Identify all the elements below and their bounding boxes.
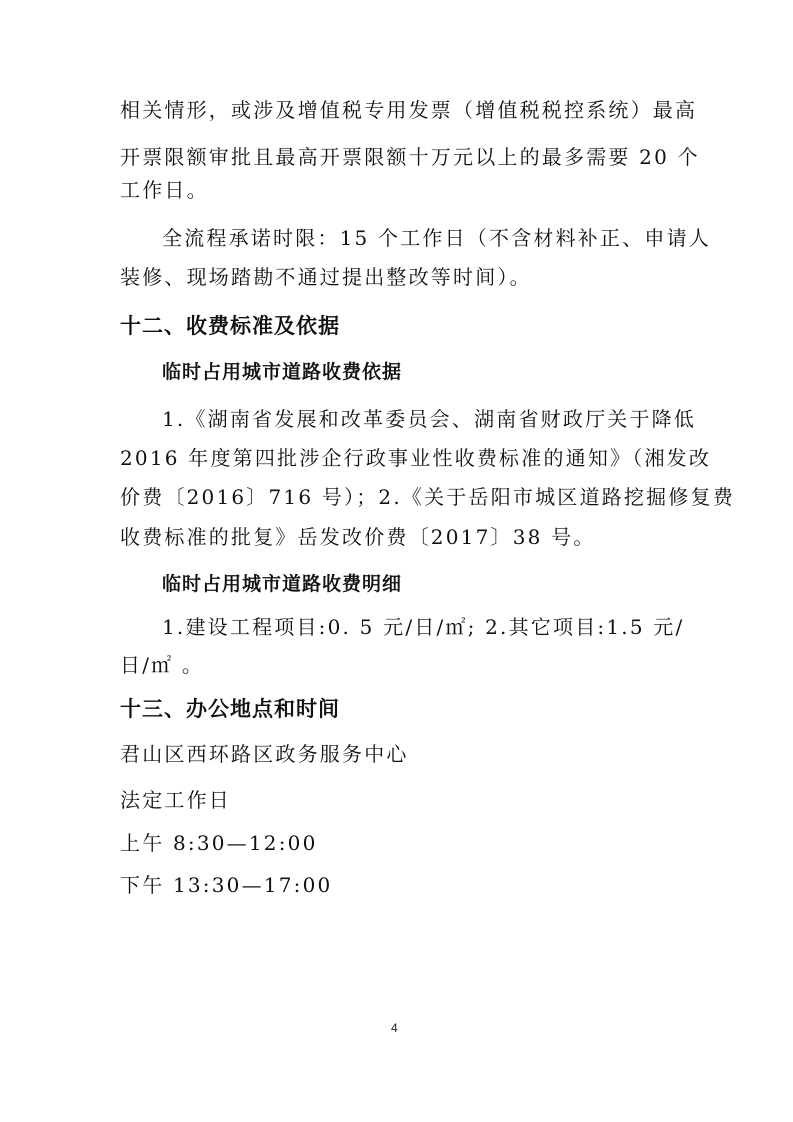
page-number: 4	[391, 1021, 398, 1035]
office-days: 法定工作日	[120, 788, 231, 812]
text-line: 工作日。	[120, 178, 209, 202]
section-13-heading: 十三、办公地点和时间	[120, 697, 340, 721]
office-hours-afternoon: 下午 13:30—17:00	[120, 873, 333, 897]
text-line: 全流程承诺时限：15 个工作日（不含材料补正、申请人	[162, 226, 712, 250]
text-line: 相关情形，或涉及增值税专用发票（增值税税控系统）最高	[120, 98, 698, 122]
section-12-subheading-details: 临时占用城市道路收费明细	[162, 573, 403, 595]
section-12-subheading-basis: 临时占用城市道路收费依据	[162, 361, 403, 383]
basis-line: 价费〔2016〕716 号）；2.《关于岳阳市城区道路挖掘修复费	[120, 485, 735, 509]
text-line: 开票限额审批且最高开票限额十万元以上的最多需要 20 个	[120, 145, 700, 169]
basis-line: 2016 年度第四批涉企行政事业性收费标准的通知》（湘发改	[120, 446, 712, 470]
office-hours-morning: 上午 8:30—12:00	[120, 831, 318, 855]
section-12-heading: 十二、收费标准及依据	[120, 314, 340, 338]
office-location: 君山区西环路区政务服务中心	[120, 742, 409, 766]
text-line: 装修、现场踏勘不通过提出整改等时间）。	[120, 265, 532, 289]
basis-line: 1.《湖南省发展和改革委员会、湖南省财政厅关于降低	[162, 407, 697, 431]
details-line: 1.建设工程项目:0. 5 元/日/㎡; 2.其它项目:1.5 元/	[162, 615, 685, 639]
details-line: 日/㎡ 。	[120, 653, 205, 677]
basis-line: 收费标准的批复》岳发改价费〔2017〕38 号。	[120, 525, 596, 549]
